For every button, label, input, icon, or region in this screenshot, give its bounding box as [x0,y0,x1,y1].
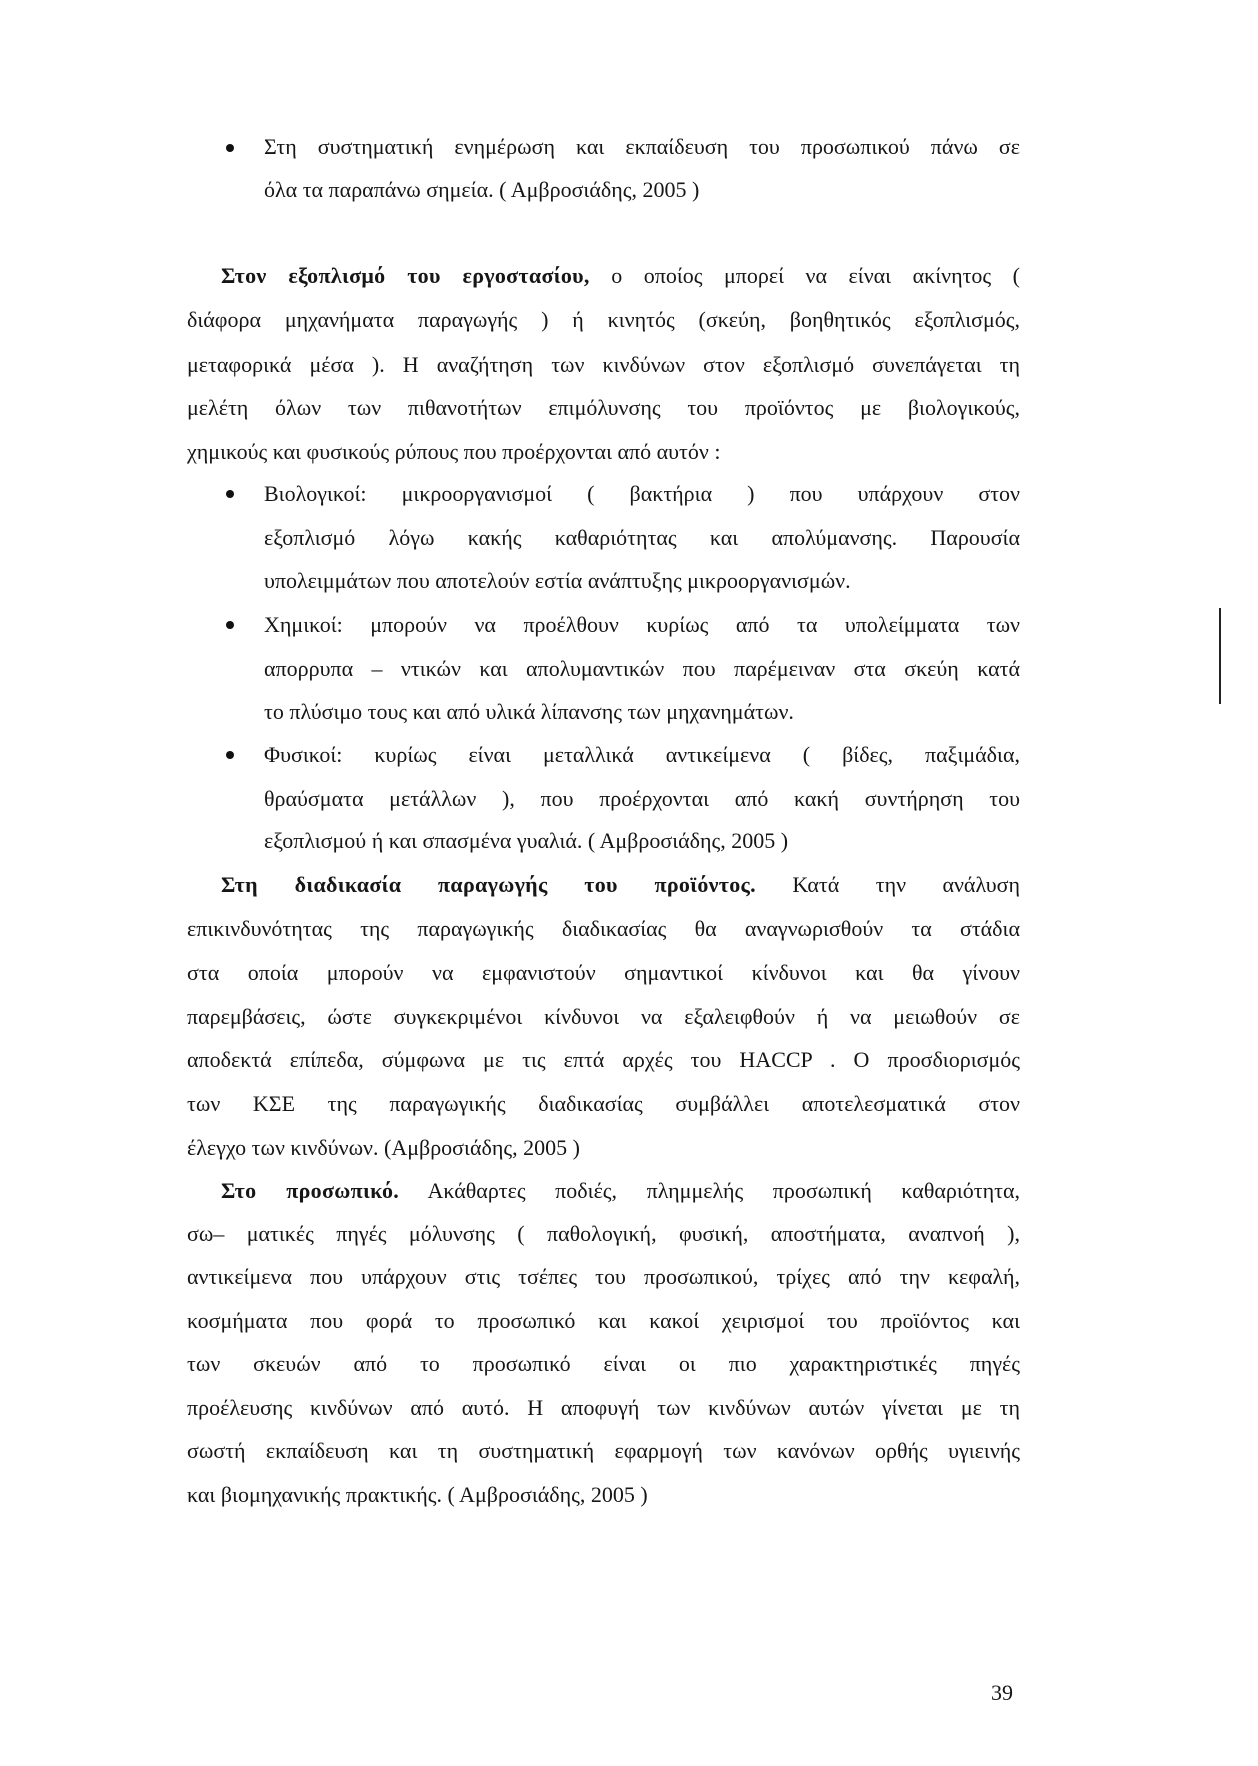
text-line: διάφορα μηχανήματα παραγωγής ) ή κινητός (σκεύη, βοηθητικός εξοπλισμός, [187,307,1020,332]
text-line: απορρυπα – ντικών και απολυμαντικών που παρέμειναν στα σκεύη κατά [264,656,1020,681]
section-heading-personnel: Στο προσωπικό. [221,1178,400,1203]
text-line: όλα τα παραπάνω σημεία. ( Αμβροσιάδης, 2005 ) [264,177,700,202]
text-line: μελέτη όλων των πιθανοτήτων επιμόλυνσης του προϊόντος με βιολογικούς, [187,395,1020,420]
bullet-dot [226,490,234,498]
text-span: Κατά την ανάλυση [792,872,1020,897]
text-line [221,261,1020,291]
bullet-dot [226,144,234,152]
text-line: έλεγχο των κινδύνων. (Αμβροσιάδης, 2005 ) [187,1135,580,1160]
text-line: Χημικοί: μπορούν να προέλθουν κυρίως από τα υπολείμματα των [264,612,1020,637]
text-line [221,1176,1020,1206]
text-line: σωστή εκπαίδευση και τη συστηματική εφαρμογή των κανόνων ορθής υγιεινής [187,1438,1020,1463]
text-line: Φυσικοί: κυρίως είναι μεταλλικά αντικείμενα ( βίδες, παξιμάδια, [264,742,1020,767]
text-line: το πλύσιμο τους και από υλικά λίπανσης των μηχανημάτων. [264,699,794,724]
text-line: αντικείμενα που υπάρχουν στις τσέπες του προσωπικού, τρίχες από την κεφαλή, [187,1264,1020,1289]
section-heading-equipment: Στον εξοπλισμό του εργοστασίου, [221,263,590,288]
text-line: σω– ματικές πηγές μόλυνσης ( παθολογική, φυσική, αποστήματα, αναπνοή ), [187,1221,1020,1246]
text-line: εξοπλισμό λόγω κακής καθαριότητας και απολύμανσης. Παρουσία [264,525,1020,550]
text-line: μεταφορικά μέσα ). Η αναζήτηση των κινδύνων στον εξοπλισμό συνεπάγεται τη [187,352,1020,377]
text-line: και βιομηχανικής πρακτικής. ( Αμβροσιάδης, 2005 ) [187,1482,648,1507]
page-number: 39 [991,1680,1013,1705]
text-line: των ΚΣΕ της παραγωγικής διαδικασίας συμβάλλει αποτελεσματικά στον [187,1091,1020,1116]
text-span: Ακάθαρτες ποδιές, πλημμελής προσωπική καθαριότητα, [427,1178,1020,1203]
section-heading-process: Στη διαδικασία παραγωγής του προϊόντος. [221,872,756,897]
text-line: υπολειμμάτων που αποτελούν εστία ανάπτυξης μικροοργανισμών. [264,568,851,593]
text-line: εξοπλισμού ή και σπασμένα γυαλιά. ( Αμβροσιάδης, 2005 ) [264,828,789,853]
text-line: Βιολογικοί: μικροοργανισμοί ( βακτήρια ) που υπάρχουν στον [264,481,1020,506]
text-line: παρεμβάσεις, ώστε συγκεκριμένοι κίνδυνοι να εξαλειφθούν ή να μειωθούν σε [187,1004,1020,1029]
text-line: στα οποία μπορούν να εμφανιστούν σημαντικοί κίνδυνοι και θα γίνουν [187,960,1020,985]
bullet-dot [226,751,234,759]
text-line: των σκευών από το προσωπικό είναι οι πιο χαρακτηριστικές πηγές [187,1351,1020,1376]
text-line: αποδεκτά επίπεδα, σύμφωνα με τις επτά αρχές του HACCP . Ο προσδιορισμός [187,1047,1020,1072]
text-line: κοσμήματα που φορά το προσωπικό και κακοί χειρισμοί του προϊόντος και [187,1308,1020,1333]
text-line: χημικούς και φυσικούς ρύπους που προέρχονται από αυτόν : [187,439,721,464]
text-line: προέλευσης κινδύνων από αυτό. Η αποφυγή των κινδύνων αυτών γίνεται με τη [187,1395,1020,1420]
scan-artifact-line [1219,608,1221,704]
text-line [221,870,1020,900]
text-line: επικινδυνότητας της παραγωγικής διαδικασίας θα αναγνωρισθούν τα στάδια [187,916,1020,941]
text-span: ο οποίος μπορεί να είναι ακίνητος ( [611,263,1020,288]
text-line: θραύσματα μετάλλων ), που προέρχονται από κακή συντήρηση του [264,786,1020,811]
text-line: Στη συστηματική ενημέρωση και εκπαίδευση του προσωπικού πάνω σε [264,134,1020,159]
bullet-dot [226,621,234,629]
